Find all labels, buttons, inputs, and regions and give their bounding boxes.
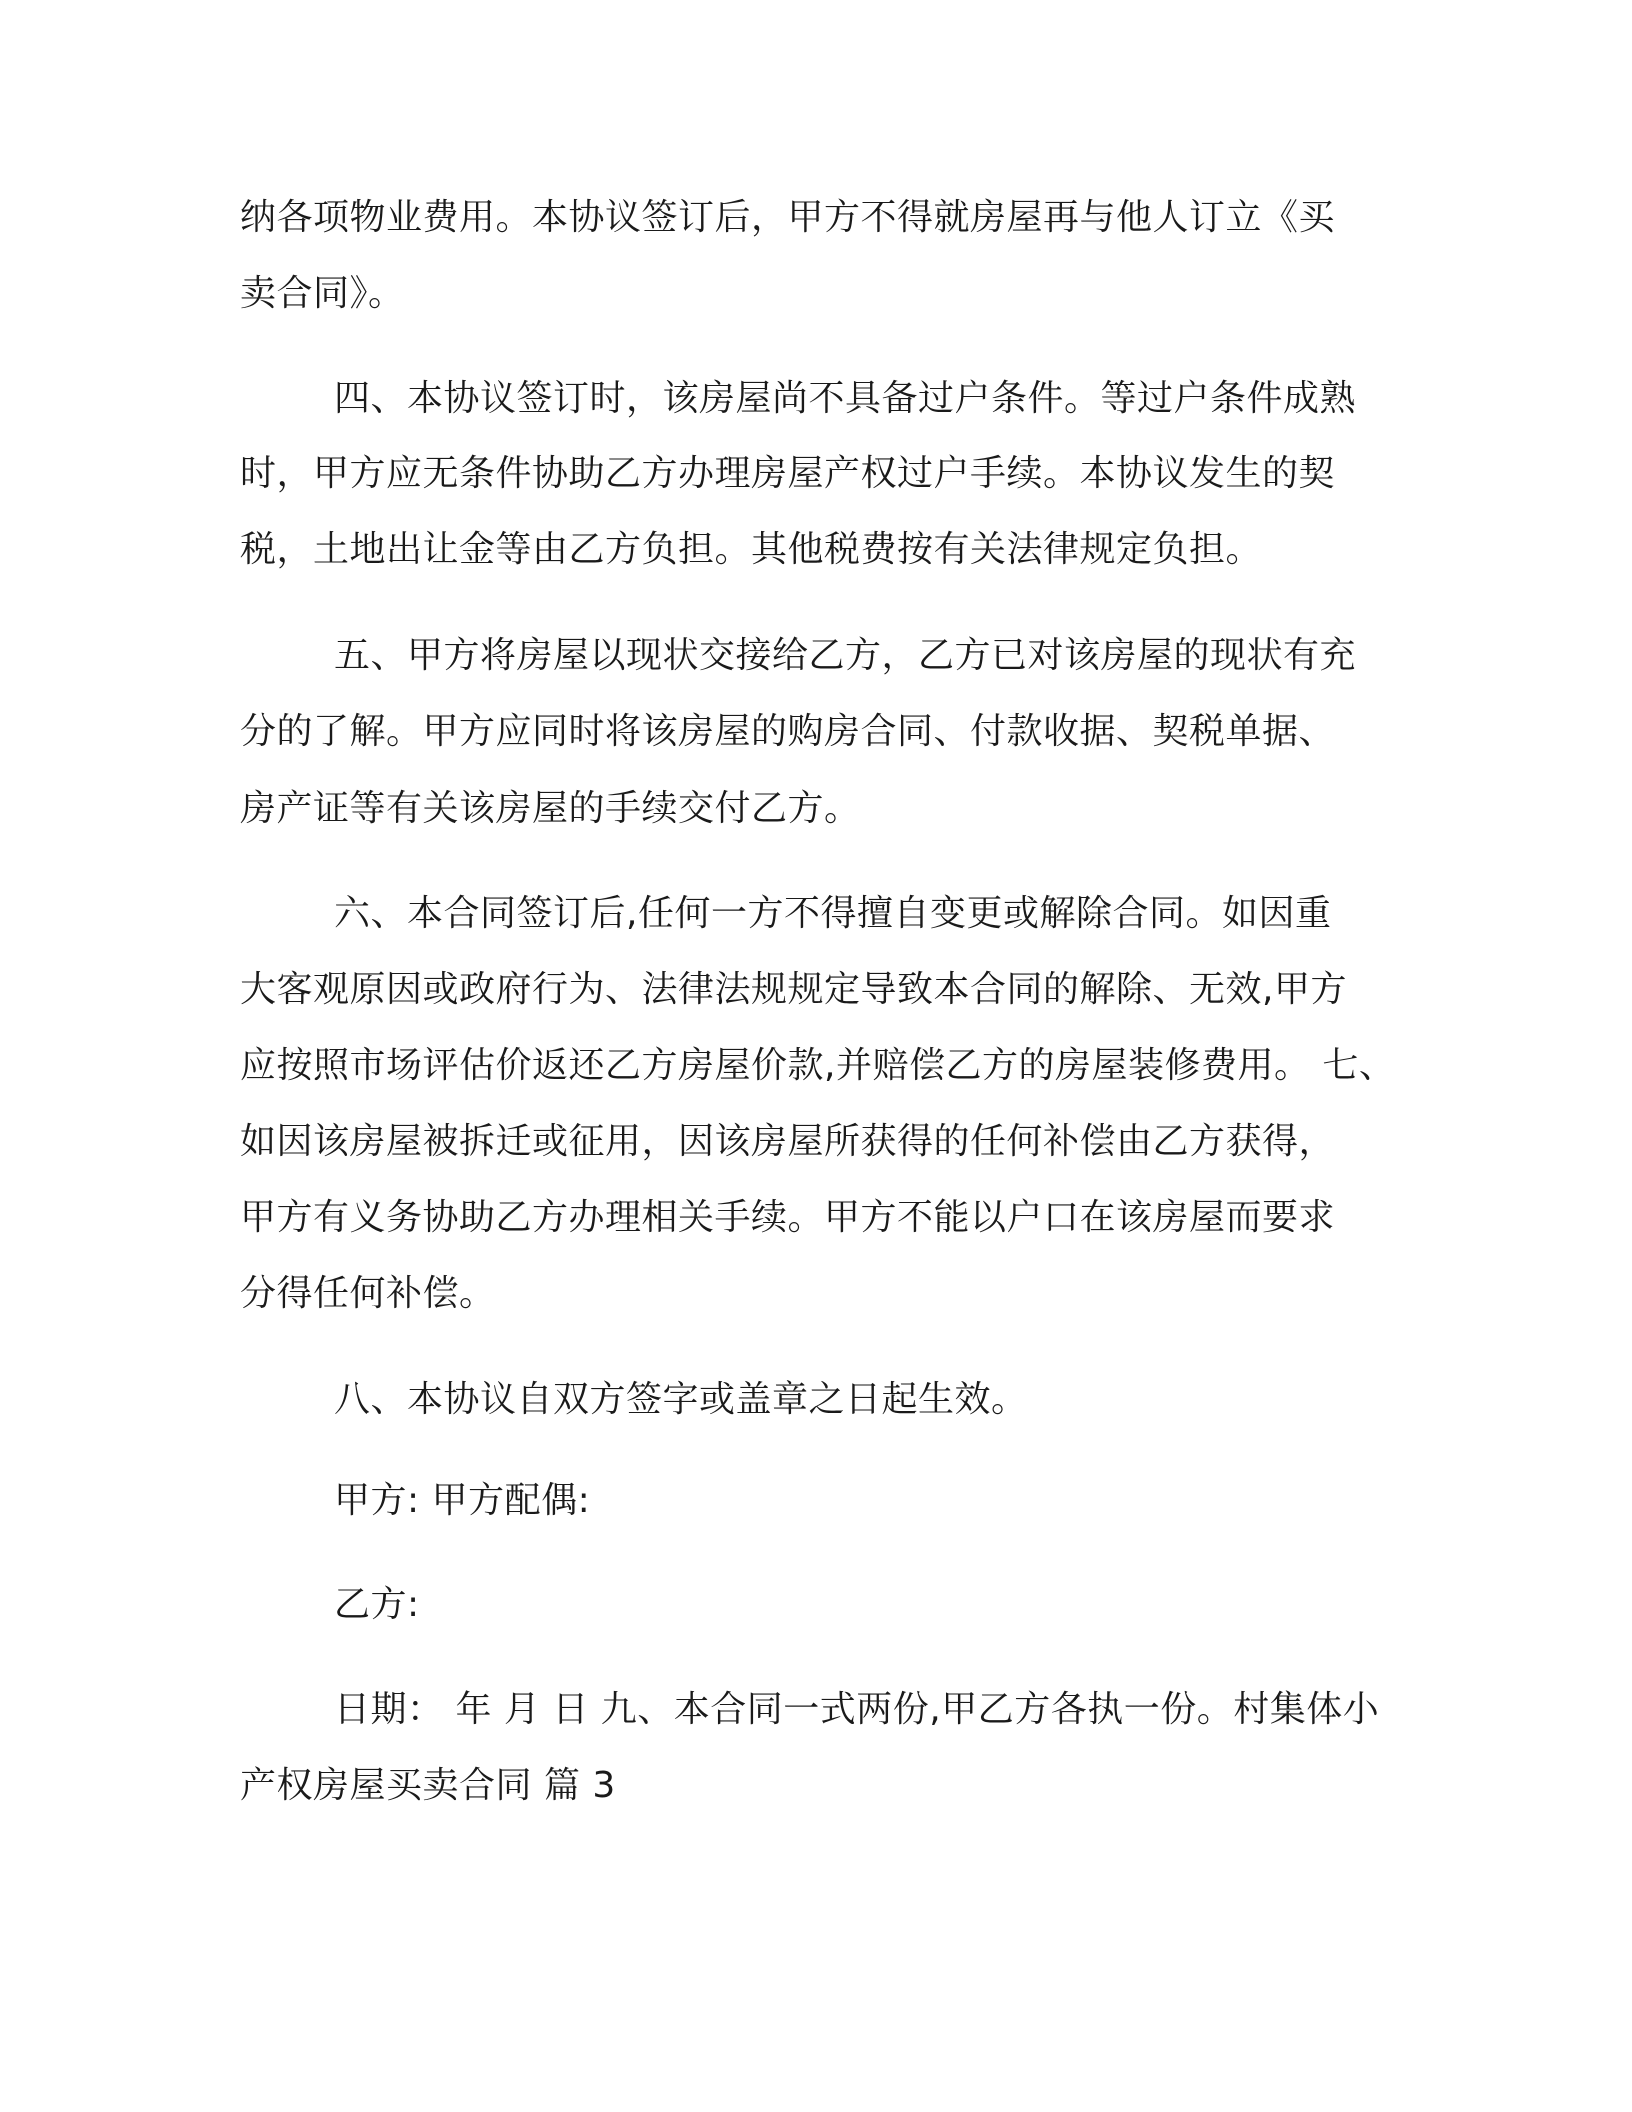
party-a-signature-line: 甲方: 甲方配偶: — [334, 1480, 591, 1521]
section-5-heading-line: 五、甲方将房屋以现状交接给乙方，乙方已对该房屋的现状有充 — [334, 635, 1357, 676]
section-4-heading-line: 四、本协议签订时，该房屋尚不具备过户条件。等过户条件成熟 — [334, 378, 1357, 419]
text-line: 大客观原因或政府行为、法律法规规定导致本合同的解除、无效,甲方 — [240, 969, 1347, 1010]
text-line: 税，土地出让金等由乙方负担。其他税费按有关法律规定负担。 — [240, 529, 1263, 570]
text-line: 如因该房屋被拆迁或征用，因该房屋所获得的任何补偿由乙方获得， — [240, 1121, 1336, 1162]
text-line: 分的了解。甲方应同时将该房屋的购房合同、付款收据、契税单据、 — [240, 711, 1336, 752]
text-line: 卖合同》。 — [240, 273, 405, 314]
party-b-signature-line: 乙方: — [334, 1584, 420, 1625]
text-line: 产权房屋买卖合同 篇 3 — [240, 1765, 616, 1806]
section-8-heading-line: 八、本协议自双方签字或盖章之日起生效。 — [334, 1379, 1028, 1420]
text-line: 纳各项物业费用。本协议签订后，甲方不得就房屋再与他人订立《买 — [240, 197, 1336, 238]
date-line: 日期： 年 月 日 九、本合同一式两份,甲乙方各执一份。村集体小 — [334, 1689, 1380, 1730]
text-line: 房产证等有关该房屋的手续交付乙方。 — [240, 788, 861, 829]
section-6-heading-line: 六、本合同签订后,任何一方不得擅自变更或解除合同。如因重 — [334, 893, 1332, 934]
text-line: 甲方有义务协助乙方办理相关手续。甲方不能以户口在该房屋而要求 — [240, 1197, 1336, 1238]
text-line: 分得任何补偿。 — [240, 1273, 496, 1314]
text-line: 时，甲方应无条件协助乙方办理房屋产权过户手续。本协议发生的契 — [240, 453, 1336, 494]
text-line: 应按照市场评估价返还乙方房屋价款,并赔偿乙方的房屋装修费用。 七、 — [240, 1045, 1396, 1086]
